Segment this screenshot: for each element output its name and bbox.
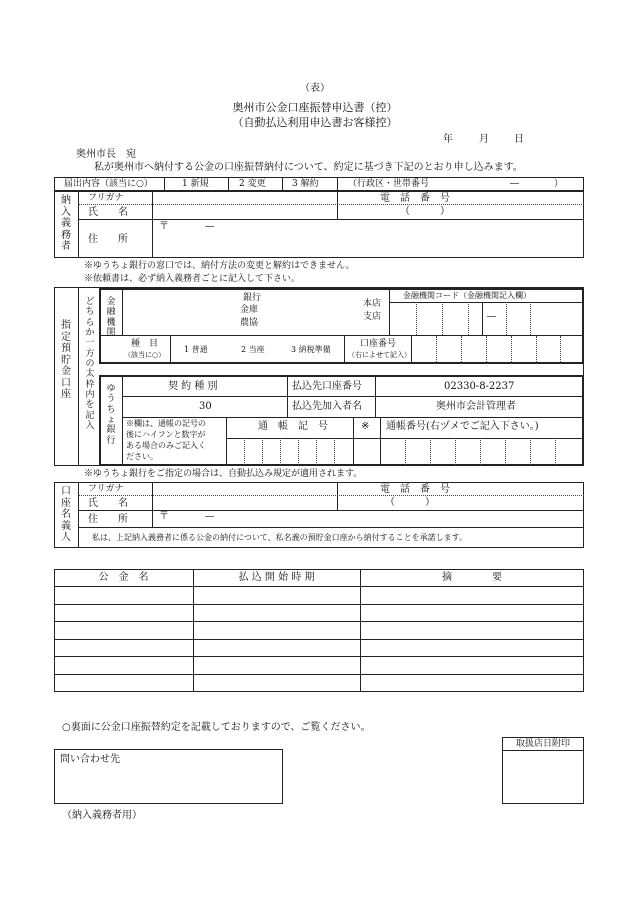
passbook-number-field[interactable] bbox=[381, 439, 583, 465]
payee-account-value: 02330-8-2237 bbox=[444, 381, 515, 392]
table-row[interactable] bbox=[55, 657, 583, 673]
contract-type-value: 30 bbox=[199, 401, 212, 412]
account-number-field[interactable] bbox=[412, 337, 583, 363]
holder-name-label: 氏 名 bbox=[88, 498, 128, 509]
option-new[interactable]: 1 新規 bbox=[182, 179, 209, 189]
payee-account-label: 払込先口座番号 bbox=[292, 381, 362, 392]
account-number-sub: （右によせて記入） bbox=[348, 351, 411, 359]
code-dash: ― bbox=[487, 312, 496, 322]
institution-name-field[interactable] bbox=[123, 289, 388, 334]
passbook-asterisk-field[interactable] bbox=[354, 439, 379, 465]
taxpayer-furigana-field[interactable] bbox=[153, 192, 336, 204]
copy-type-label: （納入義務者用） bbox=[62, 810, 142, 821]
addressee: 奥州市長 宛 bbox=[76, 149, 136, 160]
payee-name-label: 払込先加入者名 bbox=[292, 401, 362, 412]
yucho-note-line4: ださい。 bbox=[126, 452, 158, 461]
district-number-label: （行政区・世帯番号 bbox=[348, 179, 430, 189]
declaration-text: 私が奥州市へ納付する公金の口座振替納付について、約定に基づき下記のとおり申し込みます。 bbox=[94, 162, 523, 173]
taxpayer-postal-dash: ― bbox=[205, 222, 214, 232]
passbook-symbol-label: 通 帳 記 号 bbox=[258, 421, 328, 432]
table-row[interactable] bbox=[55, 587, 583, 603]
table-row[interactable] bbox=[55, 622, 583, 638]
back-side-note: ○裏面に公金口座振替約定を記載しておりますので、ご覧ください。 bbox=[62, 722, 371, 733]
taxpayer-postal-mark: 〒 bbox=[159, 221, 169, 232]
yucho-label: ゆうちょ銀行 bbox=[106, 384, 116, 446]
holder-side-label: 口座名義人 bbox=[61, 486, 71, 543]
taxpayer-address-label: 住 所 bbox=[88, 234, 128, 245]
taxpayer-furigana-label: フリガナ bbox=[88, 193, 124, 203]
inquiry-label: 問い合わせ先 bbox=[60, 754, 120, 765]
type-ordinary[interactable]: 1 普通 bbox=[184, 345, 208, 354]
taxpayer-side-label: 納入義務者 bbox=[61, 195, 71, 252]
form-subtitle: （自動払込利用申込書お客様控） bbox=[232, 116, 398, 129]
taxpayer-name-field[interactable] bbox=[153, 205, 336, 218]
shinkin-label: 金庫 bbox=[240, 305, 259, 315]
front-mark: （表） bbox=[300, 83, 330, 94]
stamp-box-label: 取扱店日附印 bbox=[515, 739, 570, 749]
branch-label: 支店 bbox=[363, 312, 382, 322]
holder-postal-dash: ― bbox=[205, 512, 214, 522]
yucho-note-line3: ある場合のみご記入く bbox=[126, 441, 206, 450]
holder-address-label: 住 所 bbox=[88, 514, 128, 525]
date-month-label: 月 bbox=[479, 134, 489, 145]
table-row[interactable] bbox=[55, 605, 583, 620]
holder-phone-label: 電 話 番 号 bbox=[380, 484, 450, 495]
taxpayer-phone-field[interactable]: （ ） bbox=[400, 206, 450, 217]
holder-consent-text: 私は、上記納入義務者に係る公金の納付について、私名義の預貯金口座から納付することを承諾します。 bbox=[92, 533, 468, 542]
passbook-asterisk-label: ※ bbox=[361, 421, 370, 432]
holder-address-field[interactable] bbox=[153, 511, 583, 526]
payee-name-value: 奥州市会計管理者 bbox=[436, 401, 516, 412]
request-type-label: 届出内容（該当に○） bbox=[64, 179, 153, 189]
institution-code-field[interactable] bbox=[390, 303, 583, 334]
institution-code-label: 金融機関コード（金融機関記入欄） bbox=[403, 291, 531, 300]
account-side-label: 指定預貯金口座 bbox=[61, 320, 71, 400]
head-office-label: 本店 bbox=[363, 299, 382, 309]
col-header-start-period: 払 込 開 始 時 期 bbox=[238, 572, 315, 583]
district-close: ） bbox=[554, 179, 564, 189]
passbook-number-label: 通帳番号(右ヅメでご記入下さい。) bbox=[386, 421, 539, 432]
passbook-symbol-field[interactable] bbox=[227, 439, 352, 465]
type-tax-reserve[interactable]: 3 納税準備 bbox=[291, 345, 331, 354]
form-title: 奥州市公金口座振替申込書（控） bbox=[232, 101, 398, 114]
yucho-note-line1: ※欄は、通帳の記号の bbox=[126, 419, 206, 428]
option-cancel[interactable]: 3 解約 bbox=[292, 179, 319, 189]
taxpayer-name-label: 氏 名 bbox=[88, 207, 128, 218]
date-day-label: 日 bbox=[514, 134, 524, 145]
bank-label: 銀行 bbox=[243, 293, 262, 303]
taxpayer-address-field[interactable] bbox=[153, 220, 583, 257]
noukyou-label: 農協 bbox=[240, 318, 259, 328]
holder-furigana-label: フリガナ bbox=[88, 484, 124, 494]
col-header-remarks: 摘 要 bbox=[442, 572, 502, 583]
table-row[interactable] bbox=[55, 675, 583, 691]
type-current[interactable]: 2 当座 bbox=[241, 345, 265, 354]
note-yucho-auto-payment: ※ゆうちょ銀行をご指定の場合は、自動払込み規定が適用されます。 bbox=[84, 469, 363, 479]
table-row[interactable] bbox=[55, 640, 583, 655]
col-header-fee-name: 公 金 名 bbox=[98, 572, 149, 583]
note-per-taxpayer: ※依頼書は、必ず納入義務者ごとに記入して下さい。 bbox=[84, 274, 301, 284]
option-change[interactable]: 2 変更 bbox=[239, 179, 266, 189]
holder-name-field[interactable] bbox=[153, 496, 336, 509]
holder-phone-field[interactable]: （ ） bbox=[385, 497, 435, 508]
district-dash: ― bbox=[510, 179, 519, 189]
holder-postal-mark: 〒 bbox=[159, 511, 169, 522]
date-year-label: 年 bbox=[443, 134, 453, 145]
taxpayer-phone-label: 電 話 番 号 bbox=[380, 193, 450, 204]
contract-type-label: 契 約 種 別 bbox=[168, 381, 218, 392]
note-yucho-counter: ※ゆうちょ銀行の窓口では、納付方法の変更と解約はできません。 bbox=[84, 261, 355, 271]
account-type-label: 種 目 bbox=[131, 339, 159, 349]
holder-furigana-field[interactable] bbox=[153, 483, 336, 495]
yucho-note-line2: 後にハイフンと数字が bbox=[126, 430, 206, 439]
either-one-label: どちらか一方の太枠内を記入 bbox=[85, 297, 95, 432]
institution-label: 金融機関 bbox=[106, 297, 116, 339]
account-type-sub: （該当に○） bbox=[124, 351, 166, 359]
account-number-label: 口座番号 bbox=[360, 339, 397, 349]
